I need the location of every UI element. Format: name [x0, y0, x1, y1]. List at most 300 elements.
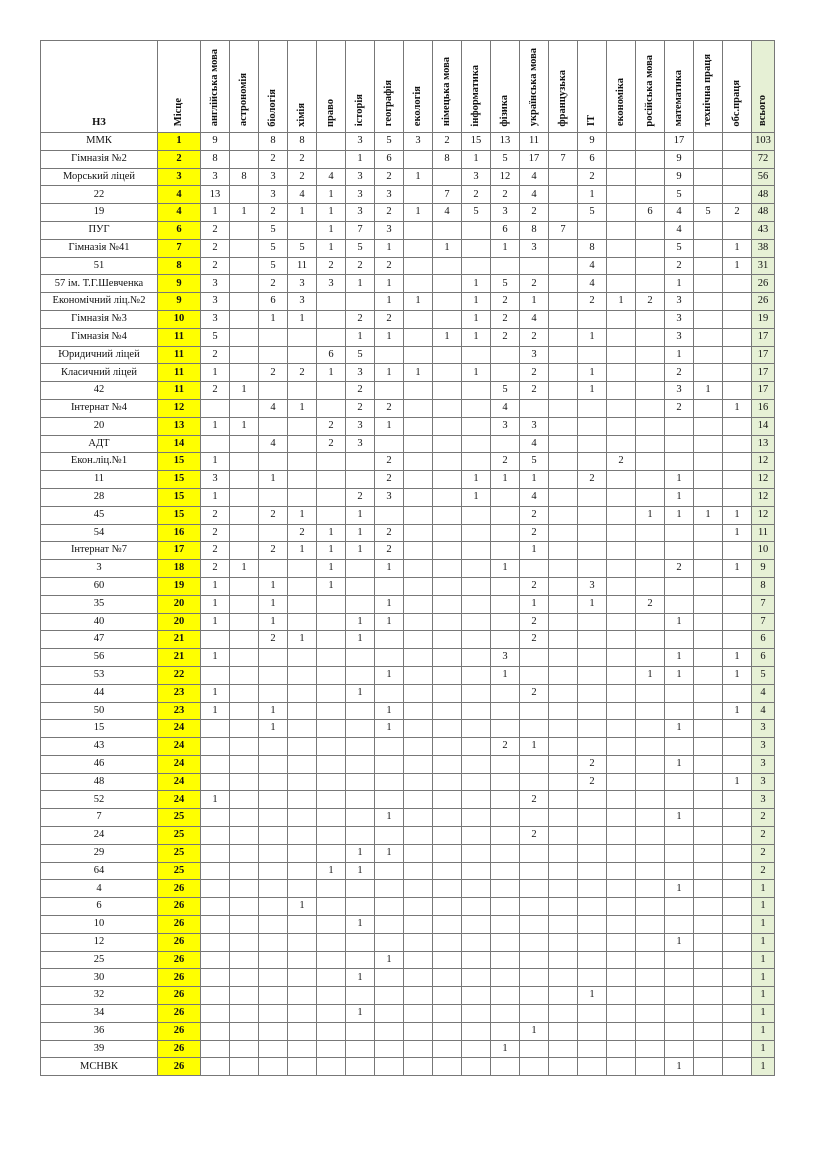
score-cell	[694, 666, 723, 684]
score-cell	[404, 471, 433, 489]
score-cell: 1	[346, 524, 375, 542]
school-name-cell: Гімназія №2	[41, 150, 158, 168]
score-cell	[375, 684, 404, 702]
score-cell	[201, 951, 230, 969]
score-cell: 2	[375, 399, 404, 417]
score-cell	[578, 524, 607, 542]
score-cell	[549, 542, 578, 560]
score-cell	[607, 684, 636, 702]
score-cell: 1	[317, 862, 346, 880]
score-cell	[636, 328, 665, 346]
score-cell	[694, 773, 723, 791]
school-name-cell: 40	[41, 613, 158, 631]
score-cell	[201, 827, 230, 845]
score-cell	[723, 844, 752, 862]
score-cell	[636, 880, 665, 898]
score-cell: 2	[520, 791, 549, 809]
score-cell: 3	[665, 328, 694, 346]
score-cell: 1	[665, 346, 694, 364]
score-cell: 9	[665, 150, 694, 168]
score-cell	[607, 133, 636, 151]
total-cell: 9	[752, 560, 775, 578]
score-cell	[201, 1005, 230, 1023]
score-cell	[549, 364, 578, 382]
school-name-cell: 35	[41, 595, 158, 613]
score-cell	[317, 453, 346, 471]
total-cell: 12	[752, 506, 775, 524]
score-cell: 2	[578, 471, 607, 489]
score-cell: 1	[201, 791, 230, 809]
score-cell	[520, 649, 549, 667]
score-cell	[433, 898, 462, 916]
score-cell	[288, 649, 317, 667]
score-cell	[665, 702, 694, 720]
score-cell	[491, 631, 520, 649]
score-cell	[317, 987, 346, 1005]
score-cell	[723, 542, 752, 560]
header-subject-label: право	[324, 98, 336, 127]
score-cell	[607, 827, 636, 845]
score-cell	[607, 1040, 636, 1058]
score-cell: 4	[317, 168, 346, 186]
score-cell	[549, 1058, 578, 1076]
score-cell	[723, 720, 752, 738]
score-cell: 1	[723, 649, 752, 667]
score-cell	[433, 720, 462, 738]
score-cell: 1	[346, 328, 375, 346]
score-cell	[607, 275, 636, 293]
score-cell	[404, 738, 433, 756]
table-row	[41, 898, 775, 916]
score-cell	[723, 862, 752, 880]
score-cell	[201, 862, 230, 880]
score-cell	[549, 399, 578, 417]
total-cell: 1	[752, 1040, 775, 1058]
score-cell: 8	[433, 150, 462, 168]
score-cell: 2	[375, 310, 404, 328]
score-cell	[317, 293, 346, 311]
score-cell	[694, 720, 723, 738]
score-cell	[636, 773, 665, 791]
score-cell	[433, 666, 462, 684]
score-cell	[607, 577, 636, 595]
score-cell	[694, 631, 723, 649]
score-cell	[346, 471, 375, 489]
score-cell: 1	[665, 506, 694, 524]
score-cell	[230, 969, 259, 987]
score-cell: 4	[520, 488, 549, 506]
score-cell	[317, 150, 346, 168]
score-cell	[549, 1005, 578, 1023]
score-cell	[694, 1040, 723, 1058]
score-cell	[607, 239, 636, 257]
score-cell	[433, 399, 462, 417]
score-cell	[491, 987, 520, 1005]
score-cell	[433, 560, 462, 578]
score-cell	[230, 720, 259, 738]
score-cell	[665, 435, 694, 453]
score-cell	[317, 471, 346, 489]
score-cell	[491, 364, 520, 382]
score-cell: 1	[317, 577, 346, 595]
score-cell: 1	[201, 613, 230, 631]
score-cell	[636, 987, 665, 1005]
score-cell	[607, 987, 636, 1005]
header-subject	[607, 41, 636, 133]
score-cell: 2	[520, 684, 549, 702]
score-cell	[317, 827, 346, 845]
score-cell: 5	[694, 204, 723, 222]
score-cell	[317, 631, 346, 649]
score-cell	[636, 916, 665, 934]
score-cell	[491, 595, 520, 613]
score-cell: 1	[317, 542, 346, 560]
header-subject	[636, 41, 665, 133]
header-subject-label: екологія	[411, 86, 423, 127]
score-cell	[404, 987, 433, 1005]
score-cell	[317, 595, 346, 613]
score-cell	[259, 666, 288, 684]
score-cell: 2	[201, 506, 230, 524]
score-cell	[578, 898, 607, 916]
score-cell	[520, 1040, 549, 1058]
score-cell	[375, 1022, 404, 1040]
score-cell	[520, 809, 549, 827]
score-cell: 1	[201, 204, 230, 222]
score-cell	[404, 257, 433, 275]
score-cell	[404, 328, 433, 346]
score-cell	[636, 738, 665, 756]
score-cell	[723, 364, 752, 382]
header-subject	[694, 41, 723, 133]
score-cell	[230, 684, 259, 702]
score-cell: 3	[346, 417, 375, 435]
place-cell: 3	[158, 168, 201, 186]
total-cell: 1	[752, 987, 775, 1005]
score-cell	[549, 969, 578, 987]
score-cell	[578, 1022, 607, 1040]
score-cell	[636, 827, 665, 845]
score-cell	[578, 453, 607, 471]
score-cell	[549, 293, 578, 311]
score-cell	[491, 488, 520, 506]
total-cell: 13	[752, 435, 775, 453]
score-cell	[433, 524, 462, 542]
score-cell	[288, 1058, 317, 1076]
score-cell	[375, 1040, 404, 1058]
score-cell	[288, 773, 317, 791]
score-cell	[607, 399, 636, 417]
total-cell: 72	[752, 150, 775, 168]
score-cell	[462, 560, 491, 578]
score-cell	[694, 186, 723, 204]
place-cell: 23	[158, 684, 201, 702]
place-cell: 8	[158, 257, 201, 275]
score-cell	[462, 613, 491, 631]
score-cell	[346, 702, 375, 720]
score-cell: 5	[578, 204, 607, 222]
score-cell: 1	[404, 204, 433, 222]
score-cell: 4	[520, 168, 549, 186]
score-cell	[520, 933, 549, 951]
total-cell: 31	[752, 257, 775, 275]
score-cell	[375, 577, 404, 595]
header-subject-label: астрономія	[237, 73, 249, 127]
score-cell	[549, 595, 578, 613]
score-cell	[723, 791, 752, 809]
place-cell: 13	[158, 417, 201, 435]
score-cell	[462, 987, 491, 1005]
table-row	[41, 933, 775, 951]
score-cell: 5	[259, 257, 288, 275]
score-cell	[694, 417, 723, 435]
score-cell	[375, 738, 404, 756]
score-cell: 1	[694, 382, 723, 400]
score-cell	[694, 862, 723, 880]
total-cell: 17	[752, 364, 775, 382]
school-name-cell: 36	[41, 1022, 158, 1040]
score-cell	[665, 1005, 694, 1023]
score-cell	[433, 684, 462, 702]
score-cell	[462, 524, 491, 542]
score-cell: 3	[317, 275, 346, 293]
score-cell: 5	[288, 239, 317, 257]
table-row	[41, 382, 775, 400]
score-cell	[462, 1040, 491, 1058]
score-cell: 5	[665, 186, 694, 204]
score-cell	[636, 239, 665, 257]
score-cell	[723, 346, 752, 364]
score-cell	[259, 453, 288, 471]
place-cell: 4	[158, 186, 201, 204]
score-cell: 2	[520, 577, 549, 595]
score-cell: 2	[520, 204, 549, 222]
score-cell	[288, 328, 317, 346]
score-cell	[578, 951, 607, 969]
total-cell: 12	[752, 471, 775, 489]
score-cell: 1	[375, 613, 404, 631]
score-cell	[549, 275, 578, 293]
score-cell	[230, 1058, 259, 1076]
score-cell	[288, 1005, 317, 1023]
score-cell: 1	[404, 364, 433, 382]
score-cell: 1	[375, 702, 404, 720]
total-cell: 14	[752, 417, 775, 435]
score-cell: 3	[665, 382, 694, 400]
score-cell	[433, 577, 462, 595]
score-cell	[346, 1040, 375, 1058]
header-subject-label: російська мова	[643, 54, 655, 127]
score-cell	[607, 524, 636, 542]
score-cell	[520, 773, 549, 791]
score-cell: 2	[520, 506, 549, 524]
score-cell	[578, 488, 607, 506]
score-cell: 1	[578, 382, 607, 400]
score-cell: 1	[665, 933, 694, 951]
score-cell: 3	[520, 346, 549, 364]
score-cell	[317, 382, 346, 400]
score-cell	[346, 951, 375, 969]
score-cell	[433, 1040, 462, 1058]
score-cell	[636, 844, 665, 862]
score-cell	[607, 328, 636, 346]
school-name-cell: 53	[41, 666, 158, 684]
score-cell: 5	[462, 204, 491, 222]
place-cell: 22	[158, 666, 201, 684]
total-cell: 16	[752, 399, 775, 417]
total-cell: 8	[752, 577, 775, 595]
table-row	[41, 649, 775, 667]
score-cell	[375, 1005, 404, 1023]
score-cell	[230, 328, 259, 346]
school-name-cell: Класичний ліцей	[41, 364, 158, 382]
score-cell: 1	[317, 364, 346, 382]
score-cell	[462, 773, 491, 791]
score-cell	[665, 916, 694, 934]
table-row	[41, 862, 775, 880]
score-cell	[404, 969, 433, 987]
score-cell	[723, 435, 752, 453]
score-cell	[549, 809, 578, 827]
score-cell	[665, 951, 694, 969]
score-cell	[665, 524, 694, 542]
score-cell: 2	[288, 524, 317, 542]
score-cell	[549, 417, 578, 435]
score-cell	[607, 933, 636, 951]
score-cell	[607, 186, 636, 204]
score-cell	[462, 880, 491, 898]
score-cell	[462, 542, 491, 560]
score-cell	[607, 471, 636, 489]
score-cell: 1	[665, 471, 694, 489]
score-cell: 1	[288, 542, 317, 560]
score-cell	[375, 346, 404, 364]
score-cell: 1	[375, 417, 404, 435]
score-cell: 2	[346, 382, 375, 400]
score-cell	[462, 755, 491, 773]
total-cell: 12	[752, 488, 775, 506]
score-cell: 3	[201, 293, 230, 311]
score-cell	[346, 755, 375, 773]
score-cell	[433, 542, 462, 560]
score-cell: 1	[462, 275, 491, 293]
score-cell	[491, 827, 520, 845]
score-cell	[665, 417, 694, 435]
score-cell	[578, 969, 607, 987]
score-cell	[694, 755, 723, 773]
score-cell: 1	[201, 649, 230, 667]
score-cell	[723, 221, 752, 239]
score-cell	[578, 310, 607, 328]
score-cell	[723, 916, 752, 934]
score-cell: 1	[462, 471, 491, 489]
score-cell	[607, 613, 636, 631]
score-cell	[462, 720, 491, 738]
score-cell	[317, 328, 346, 346]
score-cell	[375, 755, 404, 773]
score-cell	[607, 916, 636, 934]
school-name-cell: 7	[41, 809, 158, 827]
total-cell: 4	[752, 684, 775, 702]
score-cell	[201, 1022, 230, 1040]
score-cell	[433, 364, 462, 382]
score-cell	[230, 738, 259, 756]
score-cell: 3	[520, 417, 549, 435]
score-cell: 1	[665, 809, 694, 827]
score-cell: 1	[462, 310, 491, 328]
score-cell	[201, 720, 230, 738]
score-cell	[549, 488, 578, 506]
place-cell: 25	[158, 827, 201, 845]
score-cell	[317, 773, 346, 791]
header-subject-label: англійська мова	[208, 49, 220, 127]
score-cell: 4	[520, 186, 549, 204]
score-cell: 3	[201, 471, 230, 489]
score-cell	[346, 933, 375, 951]
score-cell	[694, 1022, 723, 1040]
score-cell: 1	[317, 186, 346, 204]
score-cell	[607, 382, 636, 400]
score-cell	[694, 524, 723, 542]
school-name-cell: Гімназія №41	[41, 239, 158, 257]
score-cell: 7	[549, 221, 578, 239]
score-cell	[723, 880, 752, 898]
place-cell: 15	[158, 506, 201, 524]
header-subject	[375, 41, 404, 133]
score-cell: 1	[491, 666, 520, 684]
score-cell	[346, 791, 375, 809]
score-cell	[288, 666, 317, 684]
score-cell	[723, 1040, 752, 1058]
score-cell: 1	[259, 613, 288, 631]
score-cell	[723, 293, 752, 311]
score-cell: 2	[375, 257, 404, 275]
school-name-cell: 29	[41, 844, 158, 862]
score-cell	[723, 150, 752, 168]
score-cell: 9	[578, 133, 607, 151]
score-cell	[230, 773, 259, 791]
place-cell: 24	[158, 720, 201, 738]
score-cell	[404, 382, 433, 400]
score-cell: 7	[346, 221, 375, 239]
score-cell	[549, 453, 578, 471]
score-cell	[607, 1058, 636, 1076]
score-cell	[491, 506, 520, 524]
score-cell	[462, 221, 491, 239]
score-cell: 2	[491, 738, 520, 756]
score-cell: 1	[723, 257, 752, 275]
score-cell: 1	[665, 613, 694, 631]
score-cell	[520, 862, 549, 880]
score-cell	[549, 435, 578, 453]
score-cell: 1	[259, 702, 288, 720]
score-cell	[288, 844, 317, 862]
score-cell	[404, 844, 433, 862]
score-cell	[404, 916, 433, 934]
score-cell	[607, 417, 636, 435]
score-cell: 2	[346, 310, 375, 328]
score-cell	[317, 684, 346, 702]
score-cell: 1	[375, 666, 404, 684]
score-cell	[665, 1022, 694, 1040]
score-cell	[607, 862, 636, 880]
score-cell	[462, 506, 491, 524]
score-cell: 2	[520, 631, 549, 649]
score-cell: 2	[346, 488, 375, 506]
header-subject	[665, 41, 694, 133]
score-cell	[259, 844, 288, 862]
score-cell: 2	[288, 150, 317, 168]
